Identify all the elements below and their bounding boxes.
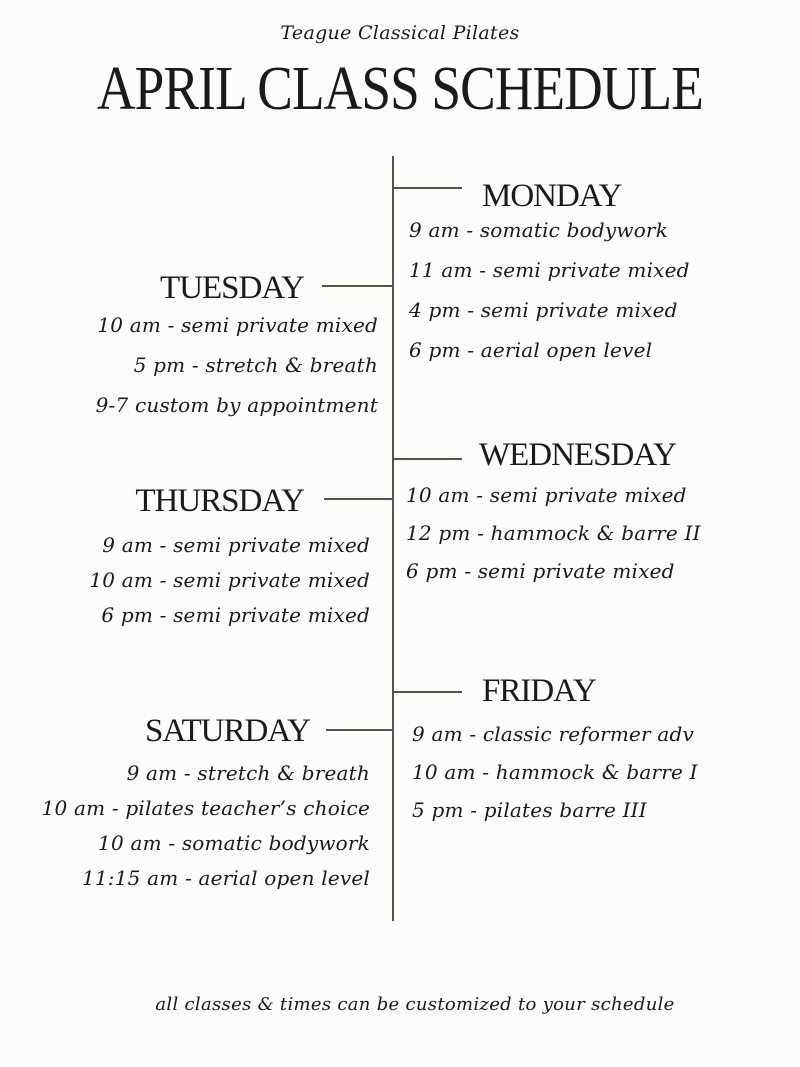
class-entry: 9 am - classic reformer adv	[412, 722, 694, 746]
class-entry: 11:15 am - aerial open level	[81, 866, 370, 890]
monday-class-list	[409, 210, 690, 370]
class-entry: 10 am - semi private mixed	[89, 568, 370, 592]
friday-connector	[394, 691, 462, 693]
thursday-class-list	[89, 528, 370, 633]
day-heading-wednesday: WEDNESDAY	[479, 437, 676, 473]
class-entry: 11 am - semi private mixed	[409, 258, 690, 282]
thursday-connector	[324, 498, 392, 500]
day-heading-saturday: SATURDAY	[145, 713, 310, 749]
saturday-class-list	[42, 756, 370, 896]
schedule-title: APRIL CLASS SCHEDULE	[97, 55, 703, 123]
studio-name: Teague Classical Pilates	[280, 22, 520, 44]
day-heading-tuesday: TUESDAY	[160, 270, 304, 306]
class-entry: 12 pm - hammock & barre II	[406, 521, 701, 545]
class-entry: 6 pm - semi private mixed	[406, 559, 675, 583]
monday-connector	[394, 187, 462, 189]
class-entry: 9-7 custom by appointment	[95, 393, 378, 417]
class-entry: 9 am - somatic bodywork	[409, 218, 669, 242]
wednesday-class-list	[406, 476, 701, 590]
tuesday-connector	[322, 285, 392, 287]
day-heading-friday: FRIDAY	[482, 673, 596, 709]
class-entry: 10 am - semi private mixed	[97, 313, 378, 337]
class-entry: 9 am - semi private mixed	[102, 533, 370, 557]
saturday-connector	[326, 729, 392, 731]
class-entry: 4 pm - semi private mixed	[409, 298, 678, 322]
timeline-axis	[392, 156, 394, 921]
day-heading-monday: MONDAY	[482, 178, 622, 214]
class-entry: 10 am - hammock & barre I	[412, 760, 698, 784]
class-entry: 9 am - stretch & breath	[126, 761, 370, 785]
class-entry: 10 am - pilates teacher’s choice	[41, 796, 370, 820]
day-heading-thursday: THURSDAY	[135, 483, 304, 519]
class-entry: 6 pm - aerial open level	[409, 338, 653, 362]
class-entry: 6 pm - semi private mixed	[101, 603, 370, 627]
tuesday-class-list	[96, 305, 378, 425]
class-entry: 10 am - semi private mixed	[406, 483, 687, 507]
friday-class-list	[412, 715, 698, 829]
class-entry: 5 pm - stretch & breath	[133, 353, 378, 377]
class-entry: 5 pm - pilates barre III	[412, 798, 647, 822]
wednesday-connector	[394, 458, 462, 460]
class-entry: 10 am - somatic bodywork	[98, 831, 370, 855]
footer-note: all classes & times can be customized to your schedule	[155, 994, 675, 1015]
